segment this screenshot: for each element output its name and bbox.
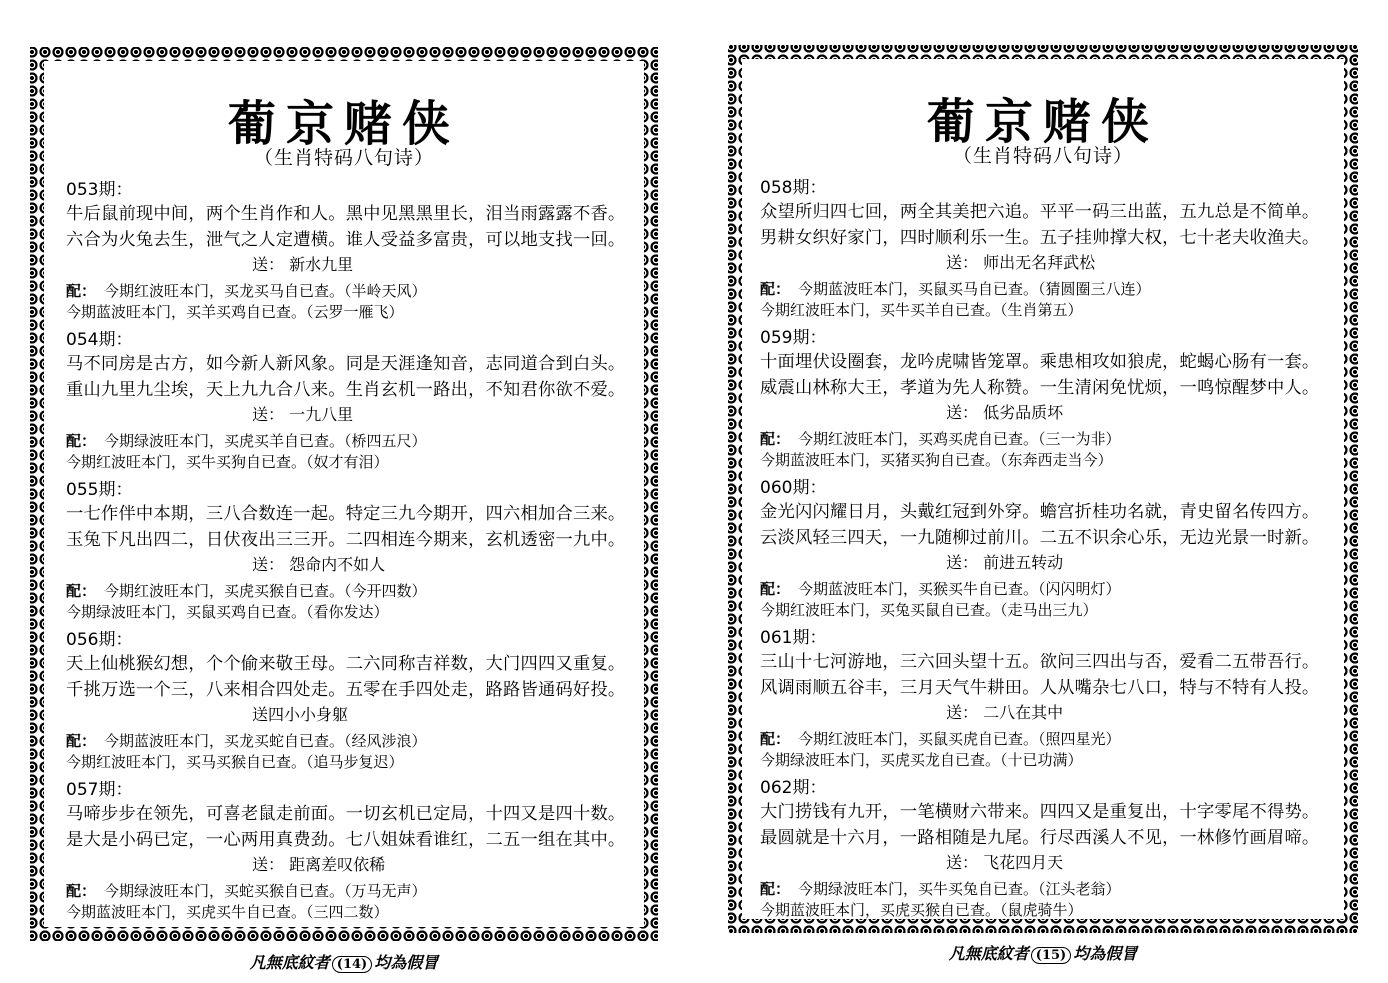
poem-line: 大门捞钱有九开，一笔横财六带来。四四又是重复出，十字零尾不得势。 bbox=[760, 802, 1320, 822]
pei-text: 今期绿波旺本门，买虎买羊自已查。（桥四五尺） bbox=[104, 432, 427, 450]
pei-line bbox=[760, 279, 1340, 300]
left-page bbox=[30, 47, 658, 977]
poem-line: 十面埋伏设圈套，龙吟虎啸皆笼罩。乘患相攻如狼虎，蛇蝎心肠有一套。 bbox=[760, 352, 1320, 372]
page-number: (14) bbox=[332, 956, 372, 973]
footer-left-text: 凡無底紋者 bbox=[948, 944, 1029, 963]
page-subtitle: （生肖特码八句诗） bbox=[253, 147, 434, 169]
pei-line: 今期绿波旺本门，买鼠买鸡自已查。（看你发达） bbox=[66, 603, 389, 621]
pei-text: 今期绿波旺本门，买牛买兔自已查。（江头老翁） bbox=[798, 880, 1121, 898]
pei-line: 今期红波旺本门，买牛买狗自已查。（奴才有泪） bbox=[66, 453, 389, 471]
pei-line: 今期蓝波旺本门，买虎买牛自已查。（三四二数） bbox=[66, 903, 389, 921]
period-block bbox=[760, 327, 1340, 471]
pei-key: 配： bbox=[66, 582, 97, 600]
pei-key: 配： bbox=[760, 880, 791, 898]
send-line: 送： 怨命内不如人 bbox=[252, 555, 386, 574]
pei-key: 配： bbox=[760, 280, 791, 298]
send-line: 送： 距离差叹依稀 bbox=[252, 855, 386, 874]
pei-text: 今期蓝波旺本门，买鼠买马自已查。（猜圆圈三八连） bbox=[798, 280, 1151, 298]
poem-line: 是大是小码已定，一心两用真费劲。七八姐妹看谁红，二五一组在其中。 bbox=[66, 830, 626, 850]
period-block bbox=[66, 329, 646, 473]
period-block bbox=[66, 179, 646, 323]
pei-text: 今期红波旺本门，买鼠买虎自已查。（照四星光） bbox=[798, 730, 1121, 748]
period-block bbox=[66, 479, 646, 623]
page-footer bbox=[728, 941, 1358, 964]
pei-text: 今期红波旺本门，买虎买猴自已查。（今开四数） bbox=[104, 582, 427, 600]
pei-text: 今期红波旺本门，买龙买马自已查。（半岭天风） bbox=[104, 282, 427, 300]
pei-text: 今期蓝波旺本门，买龙买蛇自已查。（经风涉浪） bbox=[104, 732, 427, 750]
pei-line: 今期蓝波旺本门，买虎买猴自已查。（鼠虎骑牛） bbox=[760, 901, 1083, 919]
poem-line: 最圆就是十六月，一路相随是九尾。行尽西溪人不见，一林修竹画眉啼。 bbox=[760, 828, 1320, 848]
footer-right-text: 均為假冒 bbox=[374, 953, 439, 972]
poem-line: 重山九里九尘埃，天上九九合八来。生肖玄机一路出，不知君你欲不爱。 bbox=[66, 380, 626, 400]
pei-key: 配： bbox=[66, 732, 97, 750]
poem-line: 男耕女织好家门，四时顺利乐一生。五子挂帅撑大权，七十老夫收渔夫。 bbox=[760, 228, 1320, 248]
pei-line bbox=[66, 431, 646, 452]
page-footer bbox=[30, 950, 658, 973]
period-block bbox=[760, 627, 1340, 771]
poem-line: 三山十七河游地，三六回头望十五。欲问三四出与否，爱看二五带吾行。 bbox=[760, 652, 1320, 672]
pei-line bbox=[66, 731, 646, 752]
poem-line: 金光闪闪耀日月，头戴红冠到外穿。蟾宫折桂功名就，青史留名传四方。 bbox=[760, 502, 1320, 522]
period-label: 060期： bbox=[760, 478, 827, 498]
period-label: 056期： bbox=[66, 630, 133, 650]
page-body bbox=[44, 61, 644, 927]
pei-line bbox=[760, 879, 1340, 900]
poem-line: 马不同房是古方，如今新人新风象。同是天涯逢知音，志同道合到白头。 bbox=[66, 354, 626, 374]
poem-line: 众望所归四七回，两全其美把六追。平平一码三出蓝，五九总是不简单。 bbox=[760, 202, 1320, 222]
poem-line: 玉兔下凡出四二，日伏夜出三三开。二四相连今期来，玄机透密一九中。 bbox=[66, 530, 626, 550]
pei-line: 今期蓝波旺本门，买猪买狗自已查。（东奔西走当今） bbox=[760, 451, 1113, 469]
poem-line: 威震山林称大王，孝道为先人称赞。一生清闲免忧烦，一鸣惊醒梦中人。 bbox=[760, 378, 1320, 398]
period-block bbox=[66, 779, 646, 923]
pei-line: 今期红波旺本门，买兔买鼠自已查。（走马出三九） bbox=[760, 601, 1098, 619]
pei-line: 今期红波旺本门，买马买猴自已查。（追马步复迟） bbox=[66, 753, 404, 771]
poem-line: 云淡风轻三四天，一九随柳过前川。二五不识余心乐，无边光景一时新。 bbox=[760, 528, 1320, 548]
poem-line: 马啼步步在领先，可喜老鼠走前面。一切玄机已定局，十四又是四十数。 bbox=[66, 804, 626, 824]
pei-line bbox=[760, 429, 1340, 450]
period-label: 057期： bbox=[66, 780, 133, 800]
pei-line bbox=[760, 579, 1340, 600]
send-line: 送： 低劣品质坏 bbox=[946, 403, 1064, 422]
period-list bbox=[760, 171, 1340, 921]
pei-key: 配： bbox=[760, 730, 791, 748]
footer-right-text: 均為假冒 bbox=[1073, 944, 1138, 963]
page-number: (15) bbox=[1031, 947, 1071, 964]
send-line: 送： 前进五转动 bbox=[946, 553, 1064, 572]
pei-text: 今期蓝波旺本门，买猴买牛自已查。（闪闪明灯） bbox=[798, 580, 1121, 598]
period-list bbox=[66, 173, 646, 923]
period-label: 061期： bbox=[760, 628, 827, 648]
poem-line: 六合为火兔去生，泄气之人定遭横。谁人受益多富贵，可以地支找一回。 bbox=[66, 230, 626, 250]
poem-line: 风调雨顺五谷丰，三月天气牛耕田。人从嘴杂七八口，特与不特有人投。 bbox=[760, 678, 1320, 698]
page-body bbox=[742, 59, 1344, 919]
period-label: 059期： bbox=[760, 328, 827, 348]
period-label: 054期： bbox=[66, 330, 133, 350]
send-line: 送： 新水九里 bbox=[252, 255, 354, 274]
send-line: 送： 二八在其中 bbox=[946, 703, 1064, 722]
pei-line bbox=[66, 881, 646, 902]
page-subtitle: （生肖特码八句诗） bbox=[952, 145, 1133, 167]
pei-key: 配： bbox=[66, 282, 97, 300]
poem-line: 天上仙桃猴幻想，个个偷来敬王母。二六同称吉祥数，大门四四又重复。 bbox=[66, 654, 626, 674]
pei-key: 配： bbox=[66, 432, 97, 450]
pei-text: 今期红波旺本门，买鸡买虎自已查。（三一为非） bbox=[798, 430, 1121, 448]
period-block bbox=[760, 777, 1340, 921]
period-label: 053期： bbox=[66, 180, 133, 200]
pei-key: 配： bbox=[760, 580, 791, 598]
period-label: 062期： bbox=[760, 778, 827, 798]
pei-line: 今期绿波旺本门，买虎买龙自已查。（十已功满） bbox=[760, 751, 1083, 769]
pei-line bbox=[66, 281, 646, 302]
period-block bbox=[66, 629, 646, 773]
footer-left-text: 凡無底紋者 bbox=[249, 953, 330, 972]
pei-key: 配： bbox=[66, 882, 97, 900]
poem-line: 牛后鼠前现中间，两个生肖作和人。黑中见黑黑里长，泪当雨露露不香。 bbox=[66, 204, 626, 224]
right-page bbox=[728, 45, 1358, 975]
page-title: 葡京赌侠 bbox=[227, 96, 460, 152]
pei-line: 今期蓝波旺本门，买羊买鸡自已查。（云罗一雁飞） bbox=[66, 303, 404, 321]
pei-key: 配： bbox=[760, 430, 791, 448]
send-line: 送四小小身躯 bbox=[252, 705, 349, 724]
period-label: 055期： bbox=[66, 480, 133, 500]
send-line: 送： 师出无名拜武松 bbox=[946, 253, 1096, 272]
send-line: 送： 飞花四月天 bbox=[946, 853, 1064, 872]
pei-line bbox=[66, 581, 646, 602]
period-block bbox=[760, 477, 1340, 621]
pei-line: 今期红波旺本门，买牛买羊自已查。（生肖第五） bbox=[760, 301, 1083, 319]
pei-line bbox=[760, 729, 1340, 750]
poem-line: 千挑万选一个三，八来相合四处走。五零在手四处走，路路皆通码好投。 bbox=[66, 680, 626, 700]
pei-text: 今期绿波旺本门，买蛇买猴自已查。（万马无声） bbox=[104, 882, 427, 900]
period-block bbox=[760, 177, 1340, 321]
send-line: 送： 一九八里 bbox=[252, 405, 354, 424]
poem-line: 一七作伴中本期，三八合数连一起。特定三九今期开，四六相加合三来。 bbox=[66, 504, 626, 524]
period-label: 058期： bbox=[760, 178, 827, 198]
page-title: 葡京赌侠 bbox=[926, 94, 1159, 150]
